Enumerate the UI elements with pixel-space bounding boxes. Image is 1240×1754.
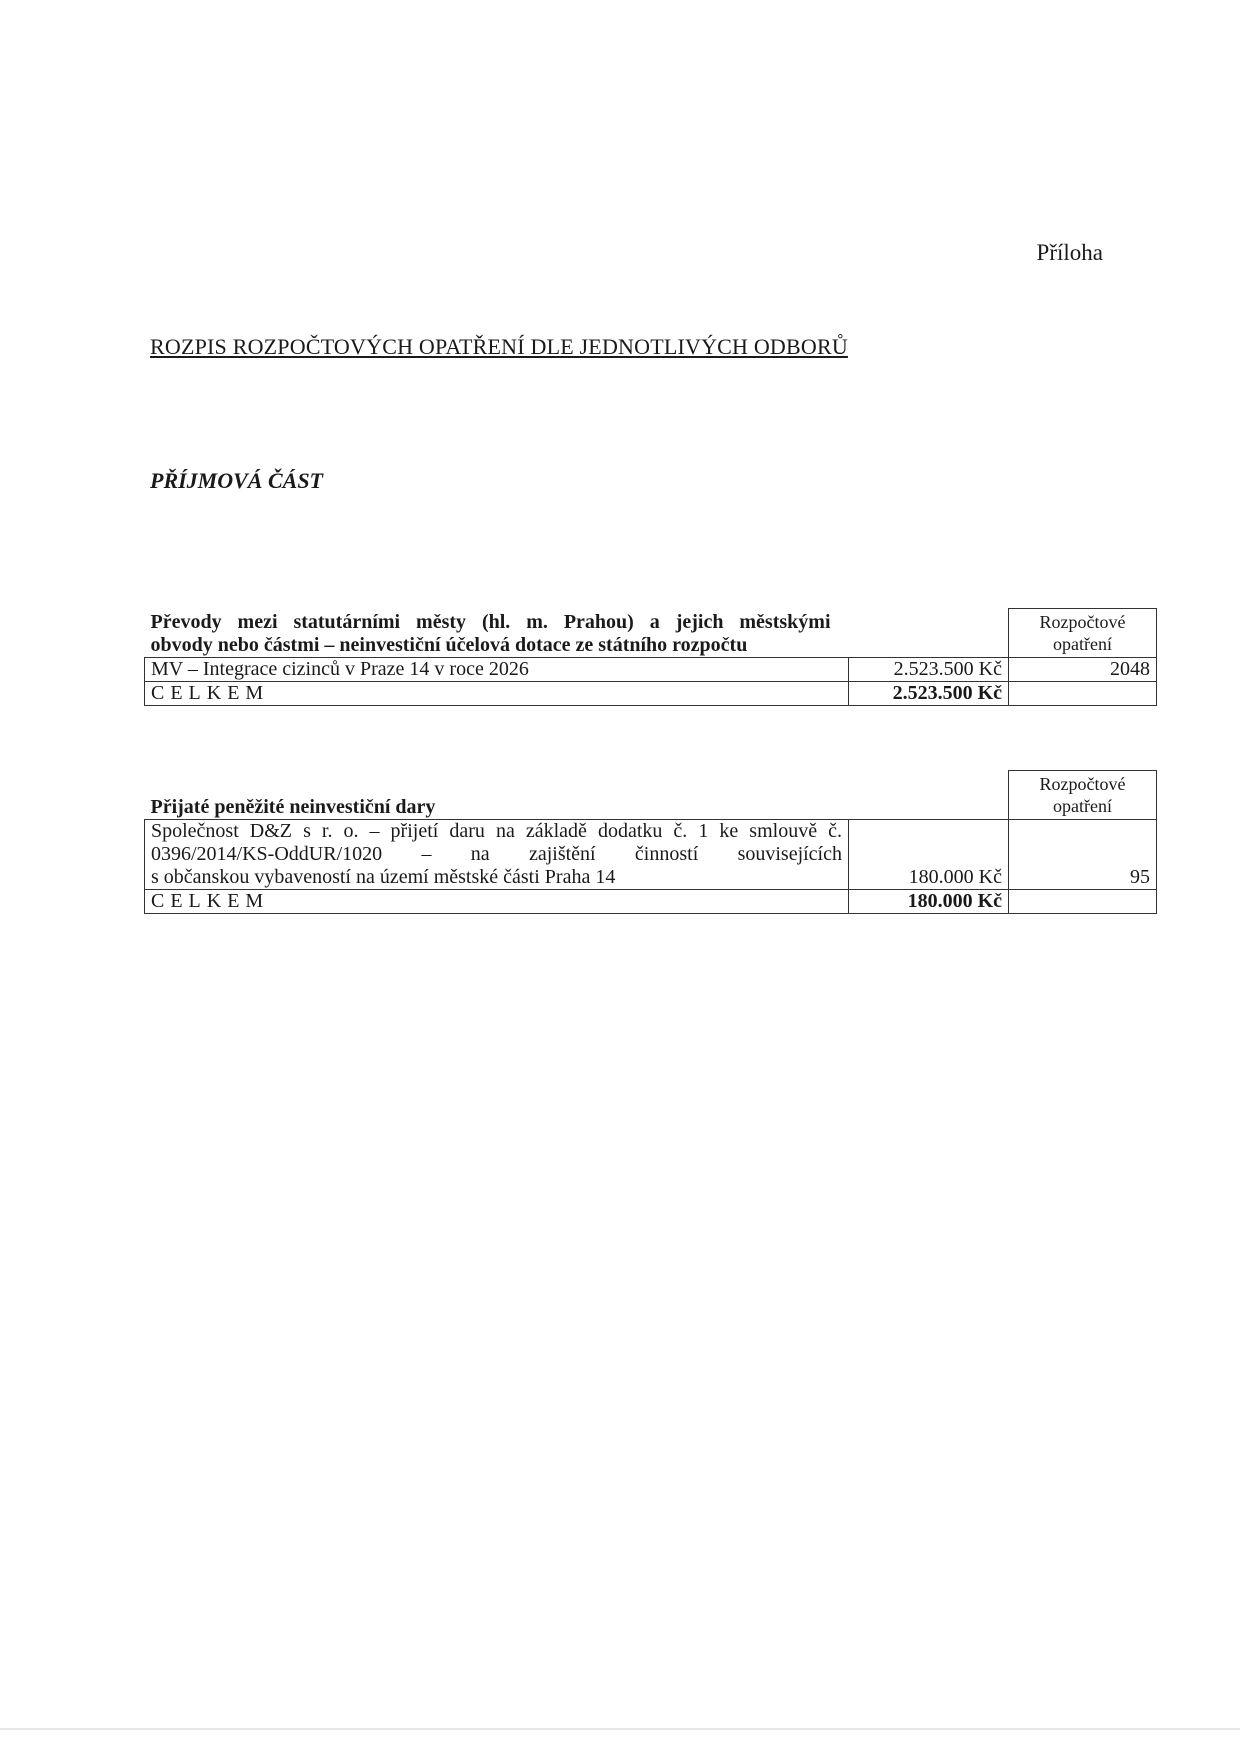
budget-table-transfers bbox=[144, 608, 1157, 706]
total-label: CELKEM bbox=[145, 890, 849, 914]
row-description bbox=[145, 820, 849, 890]
rozp-header-line: opatření bbox=[1053, 796, 1112, 816]
total-rozp-empty bbox=[1009, 682, 1157, 706]
row-description-line: Společnost D&Z s r. o. – přijetí daru na základě dodatku č. 1 ke smlouvě č. bbox=[151, 820, 842, 842]
total-amount: 2.523.500 Kč bbox=[849, 682, 1009, 706]
rozp-opatreni-header bbox=[1009, 609, 1157, 658]
table-heading-line: obvody nebo částmi – neinvestiční účelová dotace ze státního rozpočtu bbox=[150, 634, 748, 656]
rozp-header-line: Rozpočtové bbox=[1039, 612, 1126, 632]
table-row bbox=[145, 820, 1157, 890]
rozp-opatreni-header bbox=[1009, 771, 1157, 820]
table-heading-row bbox=[145, 609, 1157, 658]
total-amount: 180.000 Kč bbox=[849, 890, 1009, 914]
total-row bbox=[145, 682, 1157, 706]
row-amount: 2.523.500 Kč bbox=[849, 658, 1009, 682]
row-amount: 180.000 Kč bbox=[849, 820, 1009, 890]
table-heading-line: Přijaté peněžité neinvestiční dary bbox=[150, 796, 436, 818]
row-rozp-number: 95 bbox=[1009, 820, 1157, 890]
main-title: ROZPIS ROZPOČTOVÝCH OPATŘENÍ DLE JEDNOTLIVÝCH ODBORŮ bbox=[150, 334, 848, 359]
rozp-header-line: opatření bbox=[1053, 634, 1112, 654]
budget-table-donations bbox=[144, 770, 1157, 914]
table-heading-line: Převody mezi statutárními městy (hl. m. Prahou) a jejich městskými bbox=[150, 611, 831, 633]
row-rozp-number: 2048 bbox=[1009, 658, 1157, 682]
section-title: PŘÍJMOVÁ ČÁST bbox=[150, 468, 323, 493]
row-description: MV – Integrace cizinců v Praze 14 v roce 2026 bbox=[145, 658, 849, 682]
total-label: CELKEM bbox=[145, 682, 849, 706]
total-rozp-empty bbox=[1009, 890, 1157, 914]
table-heading bbox=[145, 771, 1009, 820]
scan-edge-line bbox=[0, 1728, 1240, 1730]
table-heading bbox=[145, 609, 1009, 658]
row-description-line: s občanskou vybaveností na území městské části Praha 14 bbox=[151, 866, 616, 888]
attachment-label: Příloha bbox=[1036, 240, 1103, 265]
rozp-header-line: Rozpočtové bbox=[1039, 774, 1126, 794]
table-heading-row bbox=[145, 771, 1157, 820]
table-row bbox=[145, 658, 1157, 682]
total-row bbox=[145, 890, 1157, 914]
row-description-line: 0396/2014/KS-OddUR/1020 – na zajištění činností souvisejících bbox=[151, 843, 842, 865]
